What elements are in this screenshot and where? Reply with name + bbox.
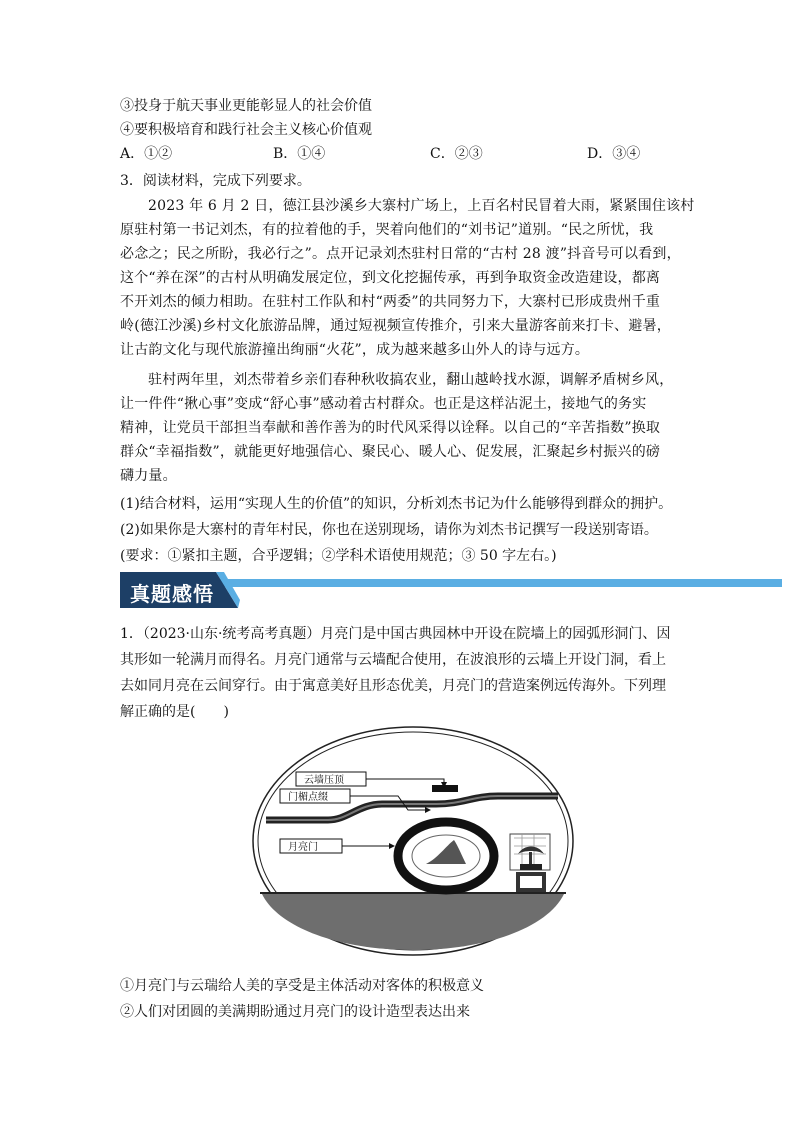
sub-question-1: (1)结合材料，运用“实现人生的价值”的知识，分析刘杰书记为什么能够得到群众的拥护。 [120, 496, 673, 512]
choice-c[interactable]: C．②③ [430, 146, 483, 162]
moon-gate-figure [248, 722, 578, 960]
material-line: 2023 年 6 月 2 日，德江县沙溪乡大寨村广场上，上百名村民冒着大雨，紧紧围住该村 [148, 198, 695, 214]
option-item-3: ③投身于航天事业更能彰显人的社会价值 [120, 98, 372, 114]
material-line: 不开刘杰的倾力相助。在驻村工作队和村“两委”的共同努力下，大寨村已形成贵州千重 [120, 294, 661, 310]
real-question-1-line: 1．（2023·山东·统考高考真题）月亮门是中国古典园林中开设在院墙上的园弧形洞门、因 [120, 626, 671, 642]
material-line: 礴力量。 [120, 468, 177, 484]
material-line: 让古韵文化与现代旅游撞出绚丽“火花”，成为越来越多山外人的诗与远方。 [120, 342, 590, 358]
material-line: 驻村两年里，刘杰带着乡亲们春种秋收搞农业，翻山越岭找水源，调解矛盾树乡风， [148, 372, 674, 388]
bonsai-stand-face [520, 876, 542, 888]
material-line: 原驻村第一书记刘杰，有的拉着他的手，哭着向他们的“刘书记”道别。“民之所忧，我 [120, 222, 654, 238]
material-line: 精神，让党员干部担当奉献和善作善为的时代风采得以诠释。以自己的“辛苦指数”换取 [120, 420, 661, 436]
choice-a[interactable]: A．①② [120, 146, 173, 162]
real-question-1-line: 去如同月亮在云间穿行。由于寓意美好且形态优美，月亮门的营造案例远传海外。下列理 [120, 678, 666, 694]
banner-title: 真题感悟 [130, 582, 214, 606]
material-line: 必念之；民之所盼，我必行之”。点开记录刘杰驻村日常的“古村 28 渡”抖音号可以看到， [120, 246, 681, 262]
material-line: 群众“幸福指数”，就能更好地强信心、聚民心、暖人心、促发展，汇聚起乡村振兴的磅 [120, 444, 661, 460]
sub-question-2: (2)如果你是大寨村的青年村民，你也在送别现场，请你为刘杰书记撰写一段送别寄语。 [120, 522, 658, 538]
material-line: 让一件件“揪心事”变成“舒心事”感动着古村群众。也正是这样沾泥土，接地气的务实 [120, 396, 647, 412]
bonsai-trunk [529, 852, 532, 864]
choice-d[interactable]: D．③④ [587, 146, 641, 162]
material-line: 这个“养在深”的古村从明确发展定位，到文化挖掘传承，再到争取资金改造建设，都离 [120, 270, 661, 286]
option-item-4: ④要积极培育和践行社会主义核心价值观 [120, 122, 372, 138]
label-cloud-wall-top: 云墙压顶 [304, 775, 344, 786]
bonsai-pot [520, 864, 542, 870]
ground-area [262, 894, 564, 950]
label-moon-gate: 月亮门 [288, 842, 318, 853]
section-banner [120, 572, 782, 608]
statement-item-2: ②人们对团圆的美满期盼通过月亮门的设计造型表达出来 [120, 1004, 470, 1020]
statement-item-1: ①月亮门与云瑞给人美的享受是主体活动对客体的积极意义 [120, 978, 484, 994]
choice-b[interactable]: B．①④ [273, 146, 326, 162]
banner-strip [220, 579, 782, 587]
real-question-1-line: 其形如一轮满月而得名。月亮门通常与云墙配合使用，在波浪形的云墙上开设门洞，看上 [120, 652, 666, 668]
real-question-1-line: 解正确的是( ) [120, 704, 229, 720]
ground-line [260, 892, 566, 894]
question-3-stem: 3．阅读材料，完成下列要求。 [120, 173, 311, 189]
answer-requirements: (要求：①紧扣主题，合乎逻辑；②学科术语使用规范；③ 50 字左右。) [120, 548, 557, 564]
label-door-lintel: 门楣点缀 [288, 792, 328, 803]
door-lintel [432, 785, 458, 792]
material-line: 岭(德江沙溪)乡村文化旅游品牌，通过短视频宣传推介，引来大量游客前来打卡、避暑， [120, 318, 671, 334]
